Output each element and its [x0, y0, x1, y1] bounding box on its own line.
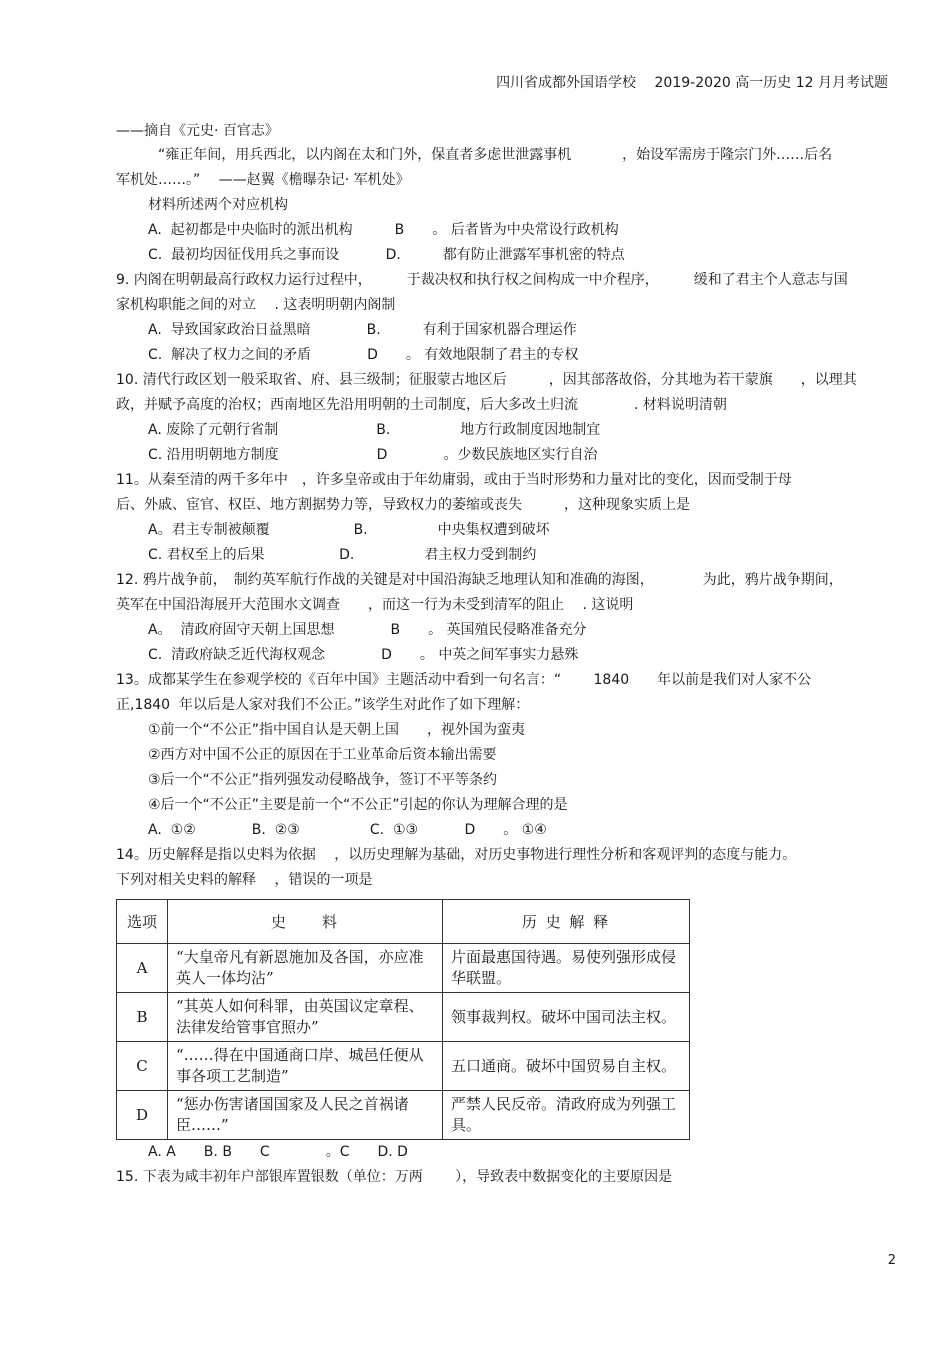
table-row: [117, 993, 690, 1042]
text-line: 下列对相关史料的解释 ，错误的一项是: [116, 872, 373, 888]
option-cell: B: [117, 993, 168, 1042]
text-line: 材料所述两个对应机构: [148, 197, 288, 213]
source-cell: “惩办伤害诸国国家及人民之首祸诸臣……”: [168, 1091, 443, 1140]
text-line: “雍正年间，用兵西北，以内阁在太和门外，保直者多虑世泄露事机 ，始设军需房于隆宗门外……后名: [158, 147, 833, 163]
text-line: A. 废除了元朝行省制 B. 地方行政制度因地制宜: [148, 422, 601, 438]
text-line: 正,1840 年以后是人家对我们不公正。”该学生对此作了如下理解：: [116, 697, 530, 713]
text-line: 家机构职能之间的对立 . 这表明明朝内阁制: [116, 297, 396, 313]
text-line: A。 清政府固守天朝上国思想 B 。 英国殖民侵略准备充分: [148, 622, 587, 638]
page-header: 四川省成都外国语学校 2019-2020 高一历史 12 月月考试题: [496, 75, 888, 91]
text-line: 英军在中国沿海展开大范围水文调查 ，而这一行为未受到清军的阻止 . 这说明: [116, 597, 634, 613]
text-line: ②西方对中国不公正的原因在于工业革命后资本输出需要: [148, 747, 497, 763]
source-cell: “其英人如何科罪，由英国议定章程、法律发给管事官照办”: [168, 993, 443, 1042]
text-line: 政，并赋予高度的治权；西南地区先沿用明朝的土司制度，后大多改土归流 . 材料说明清朝: [116, 397, 727, 413]
question-15-stem: 15. 下表为咸丰初年户部银库置银数（单位：万两 ），导致表中数据变化的主要原因是: [116, 1169, 673, 1185]
text-line: ——摘自《元史· 百官志》: [116, 123, 279, 139]
interpretation-cell: 领事裁判权。破坏中国司法主权。: [443, 993, 690, 1042]
column-header-interpretation: 历 史 解 释: [443, 900, 690, 944]
text-line: 11。从秦至清的两千多年中 ，许多皇帝或由于年幼庸弱，或由于当时形势和力量对比的变化，因而受制于母: [116, 472, 792, 488]
column-header-option: 选项: [117, 900, 168, 944]
table-header-row: [117, 900, 690, 944]
table-row: [117, 1091, 690, 1140]
interpretation-cell: 片面最惠国待遇。易使列强形成侵华联盟。: [443, 944, 690, 993]
column-header-source: 史 料: [168, 900, 443, 944]
text-line: 12. 鸦片战争前， 制约英军航行作战的关键是对中国沿海缺乏地理认知和准确的海图， 为此，鸦片战争期间，: [116, 572, 843, 588]
table-row: [117, 1042, 690, 1091]
text-line: 13。成都某学生在参观学校的《百年中国》主题活动中看到一句名言：“ 1840 年以前是我们对人家不公: [116, 672, 812, 688]
text-line: C. 解决了权力之间的矛盾 D 。 有效地限制了君主的专权: [148, 347, 579, 363]
page-number: 2: [887, 1253, 896, 1268]
text-line: 10. 清代行政区划一般采取省、府、县三级制；征服蒙古地区后 ，因其部落故俗，分其地为若干蒙旗 ，以理其: [116, 372, 857, 388]
text-line: 军机处……。” ——赵翼《檐曝杂记· 军机处》: [116, 172, 410, 188]
source-cell: “大皇帝凡有新恩施加及各国，亦应准英人一体均沾”: [168, 944, 443, 993]
text-line: A。君主专制被颠覆 B. 中央集权遭到破坏: [148, 522, 550, 538]
text-line: C. 沿用明朝地方制度 D 。少数民族地区实行自治: [148, 447, 598, 463]
text-line: C. 最初均因征伐用兵之事而设 D. 都有防止泄露军事机密的特点: [148, 247, 625, 263]
option-cell: C: [117, 1042, 168, 1091]
text-line: ③后一个“不公正”指列强发动侵略战争，签订不平等条约: [148, 772, 498, 788]
text-line: ④后一个“不公正”主要是前一个“不公正”引起的你认为理解合理的是: [148, 797, 568, 813]
text-line: C. 清政府缺乏近代海权观念 D 。 中英之间军事实力悬殊: [148, 647, 579, 663]
option-cell: D: [117, 1091, 168, 1140]
interpretation-cell: 五口通商。破坏中国贸易自主权。: [443, 1042, 690, 1091]
question-14-options: A. A B. B C 。C D. D: [148, 1144, 408, 1160]
text-line: 9. 内阁在明朝最高行政权力运行过程中， 于裁决权和执行权之间构成一中介程序， 缓和了君主个人意志与国: [116, 272, 848, 288]
table-row: [117, 944, 690, 993]
text-line: ①前一个“不公正”指中国自认是天朝上国 ，视外国为蛮夷: [148, 722, 526, 738]
interpretation-cell: 严禁人民反帝。清政府成为列强工具。: [443, 1091, 690, 1140]
text-line: 14。历史解释是指以史料为依据 ，以历史理解为基础，对历史事物进行理性分析和客观评判的态度与能力。: [116, 847, 797, 863]
source-cell: “……得在中国通商口岸、城邑任便从事各项工艺制造”: [168, 1042, 443, 1091]
text-line: C. 君权至上的后果 D. 君主权力受到制约: [148, 547, 537, 563]
text-line: 后、外戚、宦官、权臣、地方割据势力等，导致权力的萎缩或丧失 ，这种现象实质上是: [116, 497, 690, 513]
text-line: A. 起初都是中央临时的派出机构 B 。 后者皆为中央常设行政机构: [148, 222, 619, 238]
option-cell: A: [117, 944, 168, 993]
text-line: A. 导致国家政治日益黑暗 B. 有利于国家机器合理运作: [148, 322, 577, 338]
text-line: A. ①② B. ②③ C. ①③ D 。 ①④: [148, 822, 547, 838]
history-interpretation-table: [116, 899, 690, 1140]
